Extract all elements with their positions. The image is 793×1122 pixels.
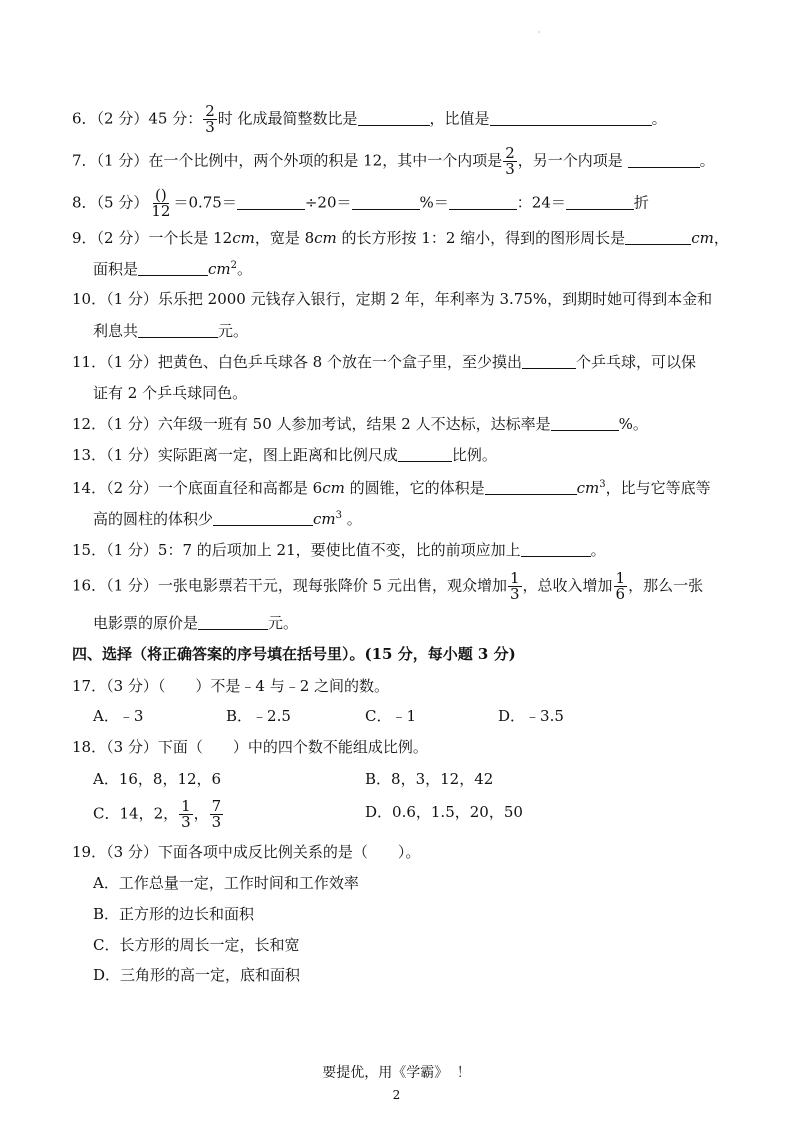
answer-blank[interactable]: [237, 195, 305, 210]
answer-blank[interactable]: [490, 111, 652, 126]
option-a[interactable]: A．16，8，12，6: [93, 770, 222, 788]
question-17: 17．（3 分）（ ）不是﹣4 与﹣2 之间的数。: [72, 677, 390, 695]
fraction: $\frac{1}{3}$: [509, 569, 520, 603]
question-10: 10．（1 分）乐乐把 2000 元钱存入银行，定期 2 年，年利率为 3.75%，到期时她可得到本金和: [72, 290, 713, 308]
question-7: 7．（1 分）在一个比例中，两个外项的积是 12，其中一个内项是 $\frac{2}{3}$ ，另一个内项是 。: [72, 144, 715, 178]
fraction: $\frac{2}{3}$: [505, 144, 515, 178]
answer-blank[interactable]: [449, 195, 517, 210]
top-dot: ·: [538, 28, 541, 37]
fraction: $\frac{7}{3}$: [211, 797, 222, 831]
question-10-line2: 利息共 元。: [93, 322, 249, 340]
question-14-line2: 高的圆柱的体积少 $cm^3$ 。: [93, 510, 362, 528]
fraction: $\frac{2}{3}$: [205, 102, 215, 136]
question-12: 12．（1 分）六年级一班有 50 人参加考试，结果 2 人不达标，达标率是 %。: [72, 415, 648, 433]
question-11-line2: 证有 2 个乒乓球同色。: [93, 384, 248, 402]
page-number: 2: [392, 1088, 401, 1102]
answer-blank[interactable]: [398, 447, 452, 462]
option-c[interactable]: C．长方形的周长一定，长和宽: [93, 936, 300, 954]
question-8: 8．（5 分） $\frac{()}{12}$ ＝0.75＝ ÷20＝ %＝ ：24＝ 折: [72, 186, 649, 220]
answer-blank[interactable]: [352, 195, 420, 210]
question-16: 16．（1 分）一张电影票若干元，现每张降价 5 元出售，观众增加 $\frac{1}{3}$ ，总收入增加 $\frac{1}{6}$ ，那么一张: [72, 569, 704, 603]
question-9: 9．（2 分）一个长是 12cm，宽是 8cm 的长方形按 1：2 缩小，得到的图形周长是 cm，: [72, 229, 729, 247]
answer-blank[interactable]: [198, 615, 268, 630]
answer-blank[interactable]: [358, 111, 430, 126]
question-15: 15．（1 分）5：7 的后项加上 21，要使比值不变，比的前项应加上 。: [72, 541, 606, 559]
question-13: 13．（1 分）实际距离一定，图上距离和比例尺成 比例。: [72, 446, 497, 464]
option-a[interactable]: A．工作总量一定，工作时间和工作效率: [93, 874, 359, 892]
option-b[interactable]: B．﹣2.5: [226, 707, 291, 725]
answer-blank[interactable]: [628, 153, 700, 168]
question-6: 6．（2 分）45 分： $\frac{2}{3}$ 时 化成最简整数比是 ，比值是 。: [72, 102, 667, 136]
fraction: $\frac{1}{6}$: [615, 569, 626, 603]
question-19: 19．（3 分）下面各项中成反比例关系的是（ ）。: [72, 843, 421, 861]
answer-blank[interactable]: [138, 261, 208, 276]
question-9-line2: 面积是 $cm^2$。: [93, 260, 253, 278]
fraction: $\frac{1}{3}$: [181, 797, 191, 831]
option-a[interactable]: A．﹣3: [93, 707, 144, 725]
option-c[interactable]: C．14，2， $\frac{1}{3}$ ， $\frac{7}{3}$: [93, 797, 222, 831]
question-14: 14．（2 分）一个底面直径和高都是 6cm 的圆锥，它的体积是 $cm^3$，比与它等底等: [72, 479, 711, 497]
fraction: $\frac{()}{12}$: [151, 186, 171, 220]
answer-blank[interactable]: [551, 416, 619, 431]
section-heading: 四、选择（将正确答案的序号填在括号里）。(15 分，每小题 3 分): [72, 645, 516, 663]
answer-blank[interactable]: [521, 542, 591, 557]
answer-blank[interactable]: [138, 323, 218, 338]
option-c[interactable]: C．﹣1: [365, 707, 417, 725]
answer-blank[interactable]: [566, 195, 634, 210]
answer-blank[interactable]: [213, 511, 313, 526]
question-11: 11．（1 分）把黄色、白色乒乓球各 8 个放在一个盒子里，至少摸出 个乒乓球，可以保: [72, 353, 696, 371]
option-d[interactable]: D．﹣3.5: [498, 707, 564, 725]
answer-blank[interactable]: [625, 230, 691, 245]
option-b[interactable]: B．8，3，12，42: [365, 770, 494, 788]
answer-blank[interactable]: [485, 480, 577, 495]
option-d[interactable]: D．三角形的高一定，底和面积: [93, 966, 301, 984]
question-16-line2: 电影票的原价是 元。: [93, 614, 299, 632]
option-b[interactable]: B．正方形的边长和面积: [93, 905, 255, 923]
answer-blank[interactable]: [522, 354, 576, 369]
option-d[interactable]: D．0.6，1.5，20，50: [365, 803, 523, 821]
question-18: 18．（3 分）下面（ ）中的四个数不能组成比例。: [72, 738, 428, 756]
footer-slogan: 要提优，用《学霸》 ！: [322, 1065, 471, 1081]
